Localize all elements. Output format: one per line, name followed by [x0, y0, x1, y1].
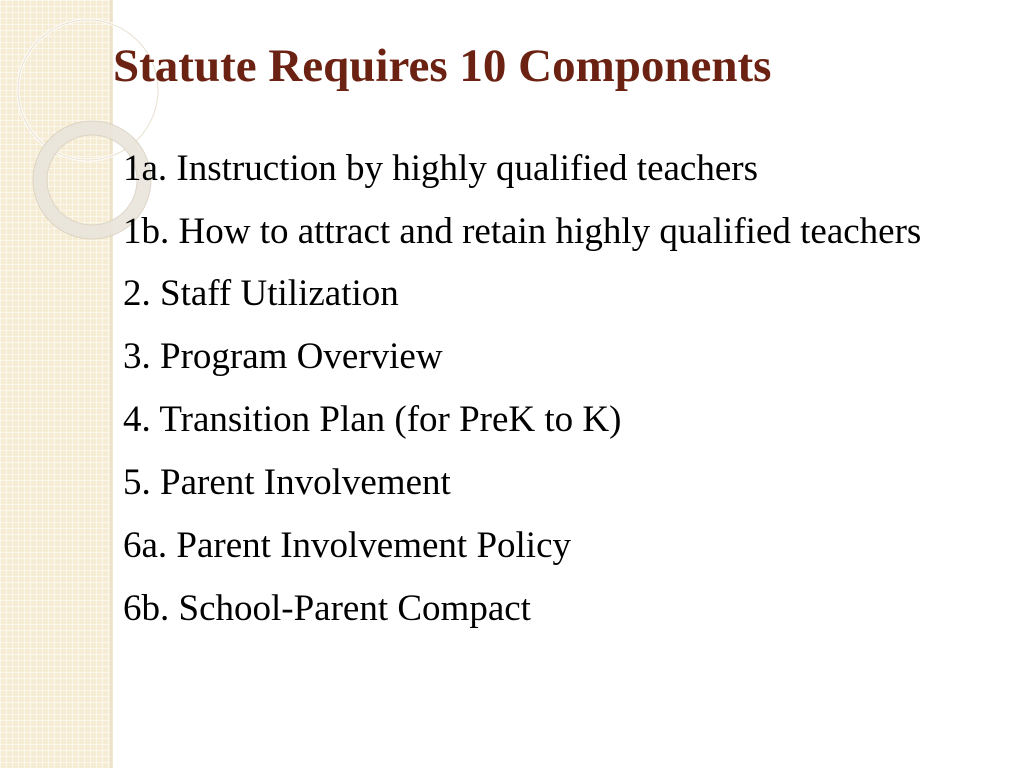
sidebar-edge [110, 0, 113, 768]
slide-title: Statute Requires 10 Components [113, 40, 772, 92]
list-item: 6b. School-Parent Compact [123, 588, 531, 629]
decorative-sidebar [0, 0, 113, 768]
list-item: 5. Parent Involvement [123, 462, 451, 503]
list-item: 1a. Instruction by highly qualified teachers [123, 148, 758, 189]
list-item: 4. Transition Plan (for PreK to K) [123, 399, 622, 440]
list-item: 3. Program Overview [123, 336, 443, 377]
list-item: 6a. Parent Involvement Policy [123, 525, 572, 566]
component-list [123, 142, 993, 645]
list-item: 2. Staff Utilization [123, 273, 399, 314]
list-item: 1b. How to attract and retain highly qualified teachers [123, 211, 922, 252]
